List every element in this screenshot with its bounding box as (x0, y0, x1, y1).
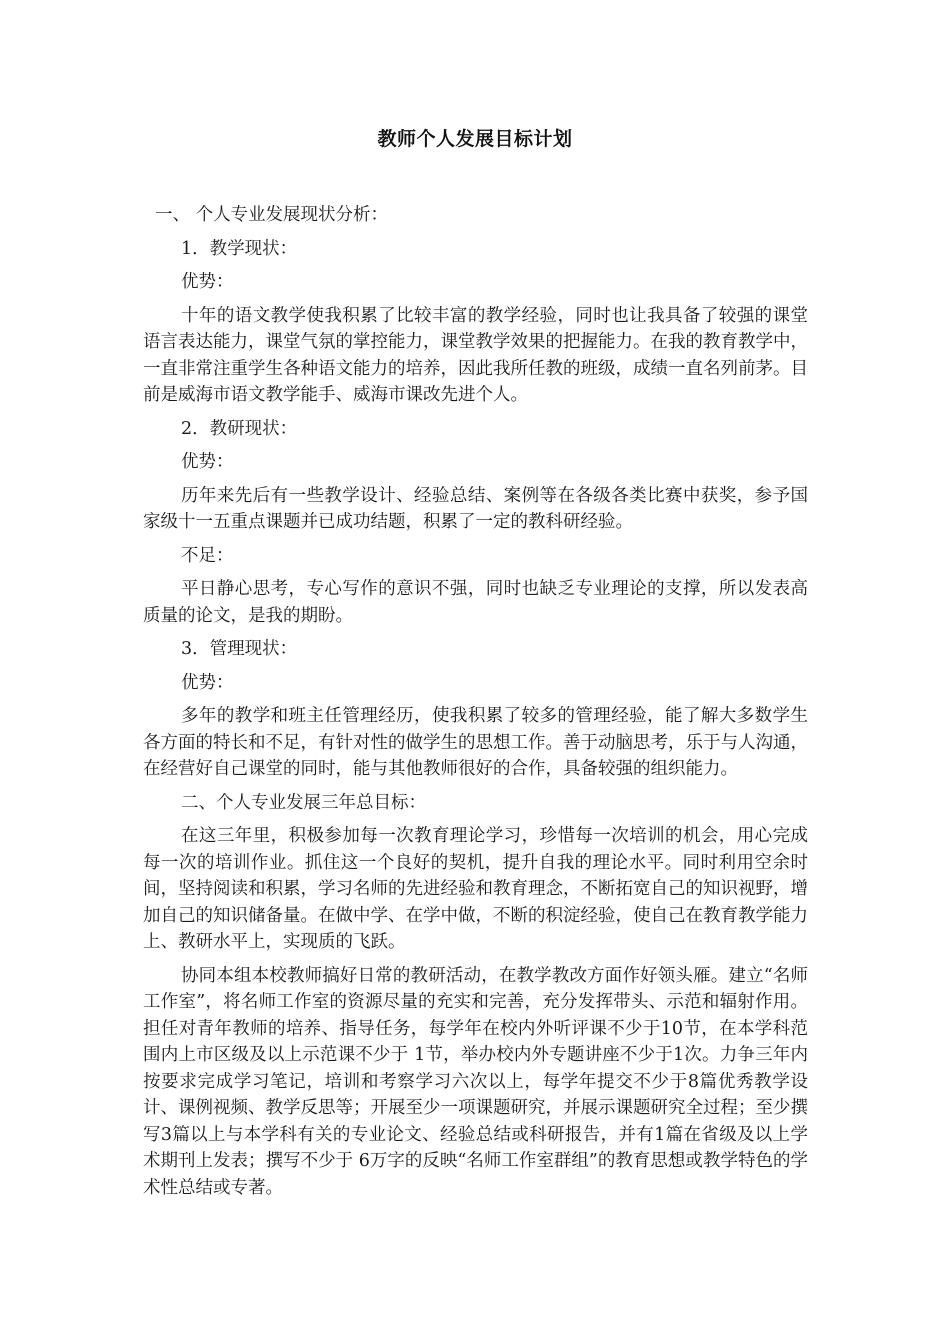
subsection-heading-management: 3．管理现状： (181, 639, 298, 659)
research-weakness-paragraph: 平日静心思考，专心写作的意识不强，同时也缺乏专业理论的支撑，所以发表高质量的论文，是我的期盼。 (143, 579, 808, 626)
management-advantage-paragraph: 多年的教学和班主任管理经历，使我积累了较多的管理经验，能了解大多数学生各方面的特长和不足，有针对性的做学生的思想工作。善于动脑思考，乐于与人沟通，在经营好自己课堂的同时，能与其他教师很好的合作，具备较强的组织能力。 (143, 706, 808, 779)
section-heading-1: 一、 个人专业发展现状分析： (155, 205, 389, 225)
advantage-label: 优势： (181, 452, 234, 472)
subsection-heading-teaching: 1．教学现状： (181, 238, 298, 259)
advantage-label: 优势： (181, 672, 234, 693)
document-body (143, 202, 808, 1208)
document-title: 教师个人发展目标计划 (377, 128, 573, 150)
teaching-advantage-paragraph: 十年的语文教学使我积累了比较丰富的教学经验，同时也让我具备了较强的课堂语言表达能力，课堂气氛的掌控能力，课堂教学效果的把握能力。在我的教育教学中，一直非常注重学生各种语文能力的培养，因此我所任教的班级，成绩一直名列前茅。目前是威海市语文教学能手、威海市课改先进个人。 (143, 305, 808, 405)
weakness-label: 不足： (181, 545, 234, 566)
goal-paragraph-1: 在这三年里，积极参加每一次教育理论学习，珍惜每一次培训的机会，用心完成每一次的培训作业。抓住这一个良好的契机，提升自我的理论水平。同时利用空余时间，坚持阅读和积累，学习名师的先进经验和教育理念，不断拓宽自己的知识视野，增加自己的知识储备量。在做中学、在学中做，不断的积淀经验，使自己在教育教学能力上、教研水平上，实现质的飞跃。 (143, 826, 808, 952)
subsection-heading-research: 2．教研现状： (181, 418, 298, 439)
goal-paragraph-2: 协同本组本校教师搞好日常的教研活动，在教学教改方面作好领头雁。建立“名师工作室”，将名师工作室的资源尽量的充实和完善，充分发挥带头、示范和辐射作用。担任对青年教师的培养、指导任务，每学年在校内外听评课不少于10节，在本学科范围内上市区级及以上示范课不少于 1节，举办校内外专题讲座不少于1次。力争三年内按要求完成学习笔记，培训和考察学习六次以上，每学年提交不少于8篇优秀教学设计、课例视频、教学反思等；开展至少一项课题研究，并展示课题研究全过程；至少撰写3篇以上与本学科有关的专业论文、经验总结或科研报告，并有1篇在省级及以上学术期刊上发表；撰写不少于 6万字的反映“名师工作室群组”的教育思想或教学特色的学术性总结或专著。 (143, 965, 808, 1198)
advantage-label: 优势： (181, 272, 234, 292)
research-advantage-paragraph: 历年来先后有一些教学设计、经验总结、案例等在各级各类比赛中获奖，参予国家级十一五重点课题并已成功结题，积累了一定的教科研经验。 (143, 485, 808, 532)
section-heading-2: 二、个人专业发展三年总目标： (181, 792, 426, 813)
